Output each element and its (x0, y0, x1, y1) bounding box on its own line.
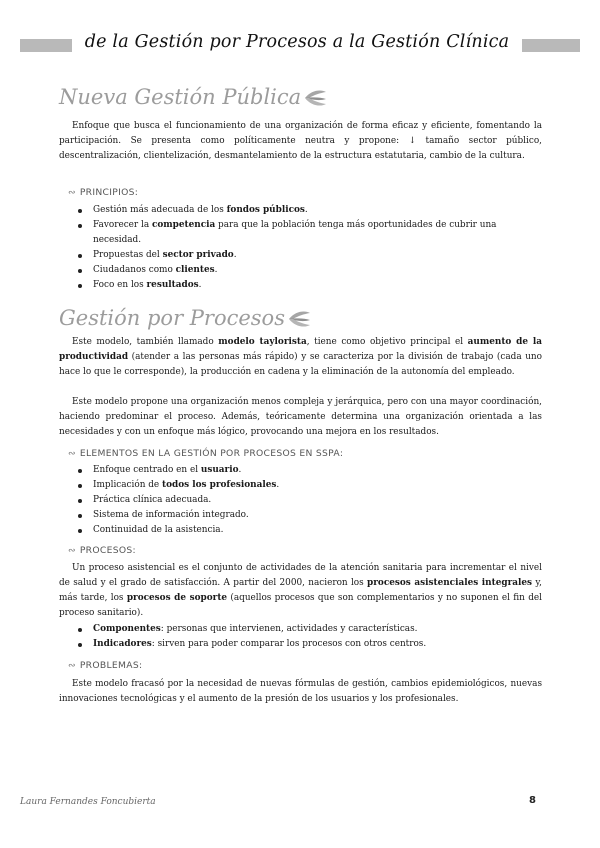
squiggle-icon: ∾ (68, 188, 76, 198)
text-run: Enfoque centrado en el (93, 465, 201, 475)
text-run: Enfoque que busca el funcionamiento de una organización de forma eficaz y eficiente, fomentando la participación. Se presenta como políticamente neutra y propone: ↓ tamaño sector público, descentralización, clientelización, desmantelamiento de la estructura estatutaria, cambio de la cultura. (59, 121, 542, 161)
subheading-label: PROCESOS: (79, 545, 136, 556)
header-bar-left (20, 39, 72, 52)
bold-text: fondos públicos (226, 205, 305, 215)
list-item (76, 478, 542, 493)
bold-text: aumento de la productividad (59, 337, 542, 362)
subheading-label: ELEMENTOS EN LA GESTIÓN POR PROCESOS EN SSPA: (79, 448, 344, 459)
list-item (76, 622, 542, 637)
text-run: : personas que intervienen, actividades y características. (160, 624, 418, 634)
bold-text: usuario (200, 465, 239, 475)
list-elementos (76, 463, 542, 538)
subheading-label: PROBLEMAS: (79, 660, 143, 671)
text-run: . (214, 265, 218, 275)
text-run: Favorecer la (93, 220, 152, 230)
bold-text: procesos asistenciales integrales (367, 578, 533, 588)
text-run: Gestión más adecuada de los (93, 205, 227, 215)
text-run: Implicación de (93, 480, 162, 490)
paragraph-problemas (59, 677, 542, 707)
bold-text: sector privado (162, 250, 234, 260)
text-run: Este modelo fracasó por la necesidad de nuevas fórmulas de gestión, cambios epidemiológicos, nuevas innovaciones tecnológicas y el aumento de la presión de los usuarios y los profesionales. (59, 679, 542, 704)
list-item (76, 278, 542, 293)
text-run: . (238, 465, 242, 475)
list-principios (76, 203, 542, 293)
subheading-elementos (68, 448, 343, 459)
paragraph-taylorista (59, 335, 542, 380)
text-run: Este modelo propone una organización menos compleja y jerárquica, pero con una mayor coordinación, haciendo predominar el proceso. Además, teóricamente determina una organización orientada a las necesidades y con un enfoque más lógico, provocando una mejora en los resultados. (59, 397, 542, 437)
leaf-icon (303, 88, 327, 108)
leaf-icon (287, 309, 311, 329)
section-title-text: Gestión por Procesos (59, 306, 285, 330)
text-run: Ciudadanos como (93, 265, 176, 275)
section-title-nueva-gestion (59, 85, 327, 109)
paragraph-organizacion (59, 395, 542, 440)
text-run: . (233, 250, 237, 260)
bold-text: modelo taylorista (218, 337, 307, 347)
subheading-label: PRINCIPIOS: (79, 187, 139, 198)
page-header (20, 32, 580, 58)
list-item (76, 508, 542, 523)
subheading-principios (68, 187, 138, 198)
squiggle-icon: ∾ (68, 449, 76, 459)
text-run: (aquellos procesos que son complementarios y no suponen el fin del proceso sanitario). (59, 593, 542, 618)
list-item (76, 263, 542, 278)
list-procesos (76, 622, 542, 652)
bold-text: clientes (175, 265, 215, 275)
text-run: : sirven para poder comparar los procesos con otros centros. (151, 639, 427, 649)
bold-text: competencia (151, 220, 216, 230)
text-run: Práctica clínica adecuada. (93, 495, 212, 505)
text-run: Un proceso asistencial es el conjunto de actividades de la atención sanitaria para incrementar el nivel de salud y el grado de satisfacción. A partir del 2000, nacieron los (59, 563, 542, 588)
section-title-text: Nueva Gestión Pública (59, 85, 302, 109)
paragraph-procesos (59, 561, 542, 621)
list-item (76, 493, 542, 508)
squiggle-icon: ∾ (68, 546, 76, 556)
bold-text: Indicadores (93, 639, 152, 649)
subheading-problemas (68, 660, 142, 671)
bold-text: Componentes (93, 624, 161, 634)
list-item (76, 203, 542, 218)
text-run: (atender a las personas más rápido) y se caracteriza por la división de trabajo (cada uno hace lo que le corresponde), la producción en cadena y la eliminación de la autonomía del empleado. (59, 352, 542, 377)
subheading-procesos (68, 545, 136, 556)
text-run: , tiene como objetivo principal el (306, 337, 468, 347)
footer-author: Laura Fernandes Foncubierta (20, 797, 156, 807)
header-bar-right (522, 39, 580, 52)
paragraph-nueva-gestion (59, 119, 542, 164)
header-title: de la Gestión por Procesos a la Gestión Clínica (84, 32, 510, 52)
bold-text: procesos de soporte (126, 593, 228, 603)
bold-text: resultados (146, 280, 199, 290)
list-item (76, 637, 542, 652)
list-item (76, 523, 542, 538)
text-run: Sistema de información integrado. (93, 510, 249, 520)
section-title-gestion-procesos (59, 306, 311, 330)
bold-text: todos los profesionales (162, 480, 277, 490)
text-run: Foco en los (93, 280, 147, 290)
squiggle-icon: ∾ (68, 661, 76, 671)
text-run: para que la población tenga más oportunidades de cubrir una necesidad. (93, 220, 497, 245)
page-number: 8 (529, 795, 536, 806)
list-item (76, 463, 542, 478)
text-run: . (276, 480, 280, 490)
text-run: Continuidad de la asistencia. (93, 525, 224, 535)
list-item (76, 218, 542, 248)
text-run: Este modelo, también llamado (72, 337, 219, 347)
text-run: y, más tarde, los (59, 578, 543, 603)
text-run: Propuestas del (93, 250, 163, 260)
text-run: . (198, 280, 202, 290)
list-item (76, 248, 542, 263)
text-run: . (304, 205, 308, 215)
